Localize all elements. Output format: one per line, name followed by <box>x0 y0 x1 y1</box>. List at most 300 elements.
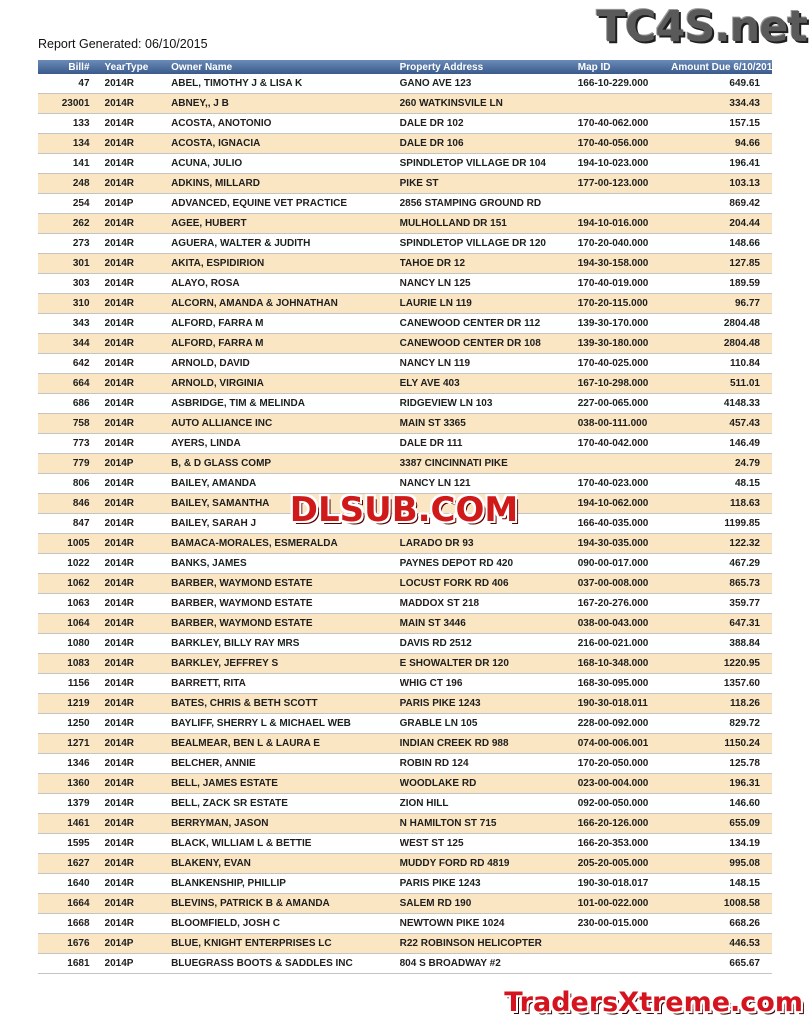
cell-property-address: NANCY LN 119 <box>400 354 578 374</box>
cell-property-address: PARIS PIKE 1243 <box>400 694 578 714</box>
cell-amount-due: 649.61 <box>671 74 772 94</box>
cell-owner-name: BARBER, WAYMOND ESTATE <box>171 614 400 634</box>
cell-map-id: 139-30-180.000 <box>578 334 671 354</box>
cell-bill: 303 <box>38 274 105 294</box>
cell-year-type: 2014R <box>105 314 172 334</box>
cell-property-address: MADDOX ST 218 <box>400 594 578 614</box>
cell-bill: 779 <box>38 454 105 474</box>
cell-property-address: NANCY LN 121 <box>400 474 578 494</box>
cell-bill: 248 <box>38 174 105 194</box>
cell-bill: 310 <box>38 294 105 314</box>
table-row <box>38 854 772 874</box>
cell-owner-name: BANKS, JAMES <box>171 554 400 574</box>
cell-year-type: 2014R <box>105 254 172 274</box>
cell-year-type: 2014R <box>105 634 172 654</box>
cell-map-id <box>578 94 671 114</box>
cell-property-address: 804 S BROADWAY #2 <box>400 954 578 974</box>
cell-year-type: 2014R <box>105 234 172 254</box>
cell-amount-due: 148.15 <box>671 874 772 894</box>
report-generated-date: Report Generated: 06/10/2015 <box>38 37 208 51</box>
cell-property-address: ROBIN RD 124 <box>400 754 578 774</box>
cell-bill: 344 <box>38 334 105 354</box>
cell-amount-due: 94.66 <box>671 134 772 154</box>
table-row <box>38 194 772 214</box>
cell-owner-name: BAILEY, AMANDA <box>171 474 400 494</box>
cell-map-id <box>578 454 671 474</box>
cell-property-address: NANCY LN 125 <box>400 274 578 294</box>
brand-watermark-logo: TC4S.net <box>596 2 807 52</box>
header-bill: Bill# <box>38 60 105 74</box>
cell-year-type: 2014R <box>105 614 172 634</box>
table-row <box>38 834 772 854</box>
table-row <box>38 574 772 594</box>
cell-bill: 134 <box>38 134 105 154</box>
table-row <box>38 934 772 954</box>
cell-year-type: 2014R <box>105 754 172 774</box>
cell-map-id: 190-30-018.011 <box>578 694 671 714</box>
cell-property-address: MUDDY FORD RD 4819 <box>400 854 578 874</box>
cell-map-id: 168-30-095.000 <box>578 674 671 694</box>
cell-map-id: 092-00-050.000 <box>578 794 671 814</box>
cell-property-address: 3387 CINCINNATI PIKE <box>400 454 578 474</box>
cell-amount-due: 134.19 <box>671 834 772 854</box>
cell-map-id: 023-00-004.000 <box>578 774 671 794</box>
cell-owner-name: BERRYMAN, JASON <box>171 814 400 834</box>
table-header-row <box>38 60 772 74</box>
cell-year-type: 2014R <box>105 874 172 894</box>
cell-property-address: LARADO DR 93 <box>400 534 578 554</box>
cell-property-address: DAVIS RD 2512 <box>400 634 578 654</box>
cell-amount-due: 359.77 <box>671 594 772 614</box>
table-row <box>38 254 772 274</box>
cell-owner-name: ALFORD, FARRA M <box>171 334 400 354</box>
cell-property-address: TAHOE DR 12 <box>400 254 578 274</box>
cell-amount-due: 196.31 <box>671 774 772 794</box>
cell-map-id: 170-40-062.000 <box>578 114 671 134</box>
cell-map-id: 170-20-050.000 <box>578 754 671 774</box>
cell-year-type: 2014R <box>105 674 172 694</box>
cell-bill: 1219 <box>38 694 105 714</box>
cell-year-type: 2014R <box>105 494 172 514</box>
table-row <box>38 714 772 734</box>
cell-amount-due: 118.63 <box>671 494 772 514</box>
table-row <box>38 794 772 814</box>
table-row <box>38 874 772 894</box>
cell-property-address: GANO AVE 123 <box>400 74 578 94</box>
cell-map-id: 166-40-035.000 <box>578 514 671 534</box>
cell-owner-name: ADKINS, MILLARD <box>171 174 400 194</box>
cell-year-type: 2014R <box>105 654 172 674</box>
cell-amount-due: 196.41 <box>671 154 772 174</box>
cell-owner-name: AYERS, LINDA <box>171 434 400 454</box>
table-row <box>38 134 772 154</box>
cell-property-address: LOCUST FORK RD 406 <box>400 574 578 594</box>
cell-amount-due: 2804.48 <box>671 314 772 334</box>
table-row <box>38 734 772 754</box>
cell-year-type: 2014R <box>105 514 172 534</box>
cell-bill: 1156 <box>38 674 105 694</box>
cell-amount-due: 668.26 <box>671 914 772 934</box>
cell-map-id: 166-20-126.000 <box>578 814 671 834</box>
cell-map-id: 190-30-018.017 <box>578 874 671 894</box>
cell-amount-due: 189.59 <box>671 274 772 294</box>
table-row <box>38 314 772 334</box>
cell-year-type: 2014R <box>105 554 172 574</box>
cell-owner-name: AGUERA, WALTER & JUDITH <box>171 234 400 254</box>
cell-year-type: 2014R <box>105 914 172 934</box>
cell-property-address: CANEWOOD CENTER DR 112 <box>400 314 578 334</box>
cell-owner-name: ACUNA, JULIO <box>171 154 400 174</box>
cell-owner-name: ARNOLD, DAVID <box>171 354 400 374</box>
cell-owner-name: ADVANCED, EQUINE VET PRACTICE <box>171 194 400 214</box>
cell-bill: 1668 <box>38 914 105 934</box>
table-row <box>38 214 772 234</box>
cell-bill: 1595 <box>38 834 105 854</box>
cell-property-address: ZION HILL <box>400 794 578 814</box>
cell-year-type: 2014R <box>105 334 172 354</box>
cell-bill: 758 <box>38 414 105 434</box>
cell-map-id: 038-00-111.000 <box>578 414 671 434</box>
cell-property-address: DALE DR 102 <box>400 114 578 134</box>
cell-year-type: 2014R <box>105 94 172 114</box>
cell-year-type: 2014R <box>105 214 172 234</box>
table-row <box>38 814 772 834</box>
cell-amount-due: 467.29 <box>671 554 772 574</box>
cell-year-type: 2014R <box>105 474 172 494</box>
table-row <box>38 114 772 134</box>
cell-map-id: 166-10-229.000 <box>578 74 671 94</box>
cell-property-address: WHIG CT 196 <box>400 674 578 694</box>
cell-year-type: 2014R <box>105 834 172 854</box>
table-row <box>38 914 772 934</box>
cell-year-type: 2014R <box>105 154 172 174</box>
cell-owner-name: BELL, JAMES ESTATE <box>171 774 400 794</box>
table-row <box>38 174 772 194</box>
cell-map-id <box>578 934 671 954</box>
cell-amount-due: 157.15 <box>671 114 772 134</box>
cell-map-id: 227-00-065.000 <box>578 394 671 414</box>
cell-map-id: 101-00-022.000 <box>578 894 671 914</box>
cell-bill: 642 <box>38 354 105 374</box>
table-row <box>38 674 772 694</box>
cell-bill: 1063 <box>38 594 105 614</box>
cell-amount-due: 127.85 <box>671 254 772 274</box>
table-row <box>38 594 772 614</box>
cell-year-type: 2014R <box>105 434 172 454</box>
cell-map-id: 037-00-008.000 <box>578 574 671 594</box>
cell-owner-name: BAILEY, SARAH J <box>171 514 400 534</box>
table-row <box>38 394 772 414</box>
cell-year-type: 2014R <box>105 574 172 594</box>
cell-property-address: ELY AVE 403 <box>400 374 578 394</box>
cell-owner-name: BAYLIFF, SHERRY L & MICHAEL WEB <box>171 714 400 734</box>
cell-amount-due: 665.67 <box>671 954 772 974</box>
cell-property-address: PARIS PIKE 1243 <box>400 874 578 894</box>
table-row <box>38 294 772 314</box>
cell-year-type: 2014R <box>105 794 172 814</box>
table-row <box>38 774 772 794</box>
cell-owner-name: BLEVINS, PATRICK B & AMANDA <box>171 894 400 914</box>
cell-amount-due: 122.32 <box>671 534 772 554</box>
cell-property-address: NEWTOWN PIKE 1024 <box>400 914 578 934</box>
cell-bill: 1022 <box>38 554 105 574</box>
cell-year-type: 2014P <box>105 954 172 974</box>
cell-property-address: INDIAN CREEK RD 988 <box>400 734 578 754</box>
cell-bill: 1664 <box>38 894 105 914</box>
cell-year-type: 2014P <box>105 934 172 954</box>
cell-amount-due: 829.72 <box>671 714 772 734</box>
cell-bill: 47 <box>38 74 105 94</box>
cell-amount-due: 1357.60 <box>671 674 772 694</box>
cell-bill: 1080 <box>38 634 105 654</box>
cell-map-id: 194-30-158.000 <box>578 254 671 274</box>
cell-amount-due: 110.84 <box>671 354 772 374</box>
tradersxtreme-watermark: TradersXtreme.com <box>504 987 803 1018</box>
cell-property-address: WEST ST 125 <box>400 834 578 854</box>
cell-amount-due: 4148.33 <box>671 394 772 414</box>
cell-property-address: N HAMILTON ST 715 <box>400 814 578 834</box>
cell-property-address: MAIN ST 3365 <box>400 414 578 434</box>
cell-owner-name: ABNEY,, J B <box>171 94 400 114</box>
cell-map-id: 194-30-035.000 <box>578 534 671 554</box>
header-property-address: Property Address <box>400 60 578 74</box>
cell-map-id <box>578 954 671 974</box>
cell-bill: 1005 <box>38 534 105 554</box>
cell-year-type: 2014R <box>105 694 172 714</box>
cell-bill: 847 <box>38 514 105 534</box>
header-owner-name: Owner Name <box>171 60 400 74</box>
cell-amount-due: 1150.24 <box>671 734 772 754</box>
cell-property-address: DALE DR 106 <box>400 134 578 154</box>
cell-year-type: 2014R <box>105 114 172 134</box>
table-row <box>38 334 772 354</box>
cell-property-address: DALE DR 111 <box>400 434 578 454</box>
cell-map-id: 177-00-123.000 <box>578 174 671 194</box>
table-row <box>38 954 772 974</box>
cell-year-type: 2014R <box>105 294 172 314</box>
cell-property-address: PAYNES DEPOT RD 420 <box>400 554 578 574</box>
cell-year-type: 2014R <box>105 774 172 794</box>
cell-year-type: 2014R <box>105 734 172 754</box>
cell-property-address: GRABLE LN 105 <box>400 714 578 734</box>
cell-amount-due: 146.60 <box>671 794 772 814</box>
cell-bill: 1461 <box>38 814 105 834</box>
cell-amount-due: 204.44 <box>671 214 772 234</box>
cell-owner-name: ALCORN, AMANDA & JOHNATHAN <box>171 294 400 314</box>
cell-map-id: 228-00-092.000 <box>578 714 671 734</box>
cell-amount-due: 146.49 <box>671 434 772 454</box>
cell-bill: 301 <box>38 254 105 274</box>
table-row <box>38 94 772 114</box>
cell-bill: 1250 <box>38 714 105 734</box>
cell-owner-name: ABEL, TIMOTHY J & LISA K <box>171 74 400 94</box>
cell-owner-name: BARBER, WAYMOND ESTATE <box>171 594 400 614</box>
cell-property-address: MULHOLLAND DR 151 <box>400 214 578 234</box>
cell-owner-name: AGEE, HUBERT <box>171 214 400 234</box>
table-row <box>38 354 772 374</box>
cell-map-id: 038-00-043.000 <box>578 614 671 634</box>
cell-amount-due: 457.43 <box>671 414 772 434</box>
cell-bill: 806 <box>38 474 105 494</box>
cell-property-address: PIKE ST <box>400 174 578 194</box>
cell-amount-due: 1008.58 <box>671 894 772 914</box>
cell-year-type: 2014R <box>105 714 172 734</box>
cell-owner-name: BELL, ZACK SR ESTATE <box>171 794 400 814</box>
cell-map-id: 170-40-042.000 <box>578 434 671 454</box>
cell-bill: 343 <box>38 314 105 334</box>
cell-owner-name: ASBRIDGE, TIM & MELINDA <box>171 394 400 414</box>
table-row <box>38 614 772 634</box>
cell-map-id: 170-40-056.000 <box>578 134 671 154</box>
cell-map-id: 166-20-353.000 <box>578 834 671 854</box>
cell-amount-due: 148.66 <box>671 234 772 254</box>
table-row <box>38 74 772 94</box>
cell-owner-name: BARKLEY, JEFFREY S <box>171 654 400 674</box>
table-row <box>38 534 772 554</box>
cell-bill: 1346 <box>38 754 105 774</box>
cell-amount-due: 446.53 <box>671 934 772 954</box>
cell-owner-name: BELCHER, ANNIE <box>171 754 400 774</box>
cell-property-address: E SHOWALTER DR 120 <box>400 654 578 674</box>
cell-bill: 141 <box>38 154 105 174</box>
cell-year-type: 2014R <box>105 274 172 294</box>
cell-map-id: 168-10-348.000 <box>578 654 671 674</box>
table-row <box>38 894 772 914</box>
table-row <box>38 374 772 394</box>
cell-property-address: R22 ROBINSON HELICOPTER <box>400 934 578 954</box>
cell-bill: 254 <box>38 194 105 214</box>
table-row <box>38 414 772 434</box>
cell-year-type: 2014R <box>105 134 172 154</box>
cell-owner-name: ARNOLD, VIRGINIA <box>171 374 400 394</box>
cell-owner-name: BAMACA-MORALES, ESMERALDA <box>171 534 400 554</box>
header-year-type: YearType <box>105 60 172 74</box>
cell-property-address: 2856 STAMPING GROUND RD <box>400 194 578 214</box>
cell-year-type: 2014R <box>105 374 172 394</box>
cell-year-type: 2014P <box>105 454 172 474</box>
cell-bill: 1640 <box>38 874 105 894</box>
cell-property-address: LAURIE LN 119 <box>400 294 578 314</box>
cell-bill: 664 <box>38 374 105 394</box>
cell-map-id: 170-40-023.000 <box>578 474 671 494</box>
cell-property-address: SALEM RD 190 <box>400 894 578 914</box>
cell-map-id: 167-10-298.000 <box>578 374 671 394</box>
cell-map-id: 194-10-023.000 <box>578 154 671 174</box>
cell-amount-due: 334.43 <box>671 94 772 114</box>
cell-amount-due: 511.01 <box>671 374 772 394</box>
cell-map-id: 170-40-025.000 <box>578 354 671 374</box>
cell-map-id: 090-00-017.000 <box>578 554 671 574</box>
cell-year-type: 2014P <box>105 194 172 214</box>
cell-bill: 273 <box>38 234 105 254</box>
cell-map-id: 170-20-040.000 <box>578 234 671 254</box>
cell-year-type: 2014R <box>105 174 172 194</box>
cell-owner-name: BARBER, WAYMOND ESTATE <box>171 574 400 594</box>
cell-owner-name: ALFORD, FARRA M <box>171 314 400 334</box>
table-row <box>38 554 772 574</box>
cell-year-type: 2014R <box>105 394 172 414</box>
cell-amount-due: 655.09 <box>671 814 772 834</box>
cell-property-address: SPINDLETOP VILLAGE DR 120 <box>400 234 578 254</box>
cell-map-id: 194-10-016.000 <box>578 214 671 234</box>
cell-owner-name: BEALMEAR, BEN L & LAURA E <box>171 734 400 754</box>
cell-amount-due: 388.84 <box>671 634 772 654</box>
cell-owner-name: BLUEGRASS BOOTS & SADDLES INC <box>171 954 400 974</box>
cell-owner-name: AUTO ALLIANCE INC <box>171 414 400 434</box>
cell-year-type: 2014R <box>105 814 172 834</box>
cell-owner-name: AKITA, ESPIDIRION <box>171 254 400 274</box>
cell-property-address: CANEWOOD CENTER DR 108 <box>400 334 578 354</box>
cell-map-id: 139-30-170.000 <box>578 314 671 334</box>
cell-year-type: 2014R <box>105 354 172 374</box>
cell-property-address: 260 WATKINSVILE LN <box>400 94 578 114</box>
cell-map-id: 230-00-015.000 <box>578 914 671 934</box>
cell-property-address: MAIN ST 3446 <box>400 614 578 634</box>
header-amount-due: Amount Due 6/10/2015 <box>671 61 778 73</box>
cell-bill: 262 <box>38 214 105 234</box>
cell-owner-name: ACOSTA, IGNACIA <box>171 134 400 154</box>
cell-bill: 1681 <box>38 954 105 974</box>
cell-map-id: 216-00-021.000 <box>578 634 671 654</box>
table-row <box>38 234 772 254</box>
cell-amount-due: 125.78 <box>671 754 772 774</box>
cell-year-type: 2014R <box>105 74 172 94</box>
table-row <box>38 274 772 294</box>
table-row <box>38 154 772 174</box>
cell-map-id: 194-10-062.000 <box>578 494 671 514</box>
cell-amount-due: 118.26 <box>671 694 772 714</box>
cell-owner-name: ACOSTA, ANOTONIO <box>171 114 400 134</box>
cell-amount-due: 103.13 <box>671 174 772 194</box>
cell-map-id: 205-20-005.000 <box>578 854 671 874</box>
table-row <box>38 694 772 714</box>
dlsub-watermark: DLSUB.COM <box>289 490 519 530</box>
table-row <box>38 634 772 654</box>
cell-owner-name: BARRETT, RITA <box>171 674 400 694</box>
cell-bill: 686 <box>38 394 105 414</box>
cell-amount-due: 647.31 <box>671 614 772 634</box>
cell-property-address: RIDGEVIEW LN 103 <box>400 394 578 414</box>
cell-bill: 1379 <box>38 794 105 814</box>
cell-bill: 1627 <box>38 854 105 874</box>
cell-amount-due: 1199.85 <box>671 514 772 534</box>
cell-year-type: 2014R <box>105 894 172 914</box>
cell-owner-name: ALAYO, ROSA <box>171 274 400 294</box>
cell-year-type: 2014R <box>105 534 172 554</box>
cell-bill: 1083 <box>38 654 105 674</box>
cell-owner-name: BARKLEY, BILLY RAY MRS <box>171 634 400 654</box>
cell-amount-due: 869.42 <box>671 194 772 214</box>
cell-property-address: WOODLAKE RD <box>400 774 578 794</box>
cell-amount-due: 48.15 <box>671 474 772 494</box>
header-map-id: Map ID <box>578 60 671 74</box>
cell-map-id: 170-40-019.000 <box>578 274 671 294</box>
cell-owner-name: BLOOMFIELD, JOSH C <box>171 914 400 934</box>
cell-amount-due: 96.77 <box>671 294 772 314</box>
cell-year-type: 2014R <box>105 854 172 874</box>
cell-bill: 1360 <box>38 774 105 794</box>
cell-map-id: 074-00-006.001 <box>578 734 671 754</box>
cell-map-id: 167-20-276.000 <box>578 594 671 614</box>
cell-owner-name: B, & D GLASS COMP <box>171 454 400 474</box>
cell-owner-name: BLACK, WILLIAM L & BETTIE <box>171 834 400 854</box>
table-row <box>38 754 772 774</box>
cell-bill: 846 <box>38 494 105 514</box>
cell-owner-name: BLANKENSHIP, PHILLIP <box>171 874 400 894</box>
cell-owner-name: BLAKENY, EVAN <box>171 854 400 874</box>
cell-bill: 1064 <box>38 614 105 634</box>
cell-bill: 1062 <box>38 574 105 594</box>
